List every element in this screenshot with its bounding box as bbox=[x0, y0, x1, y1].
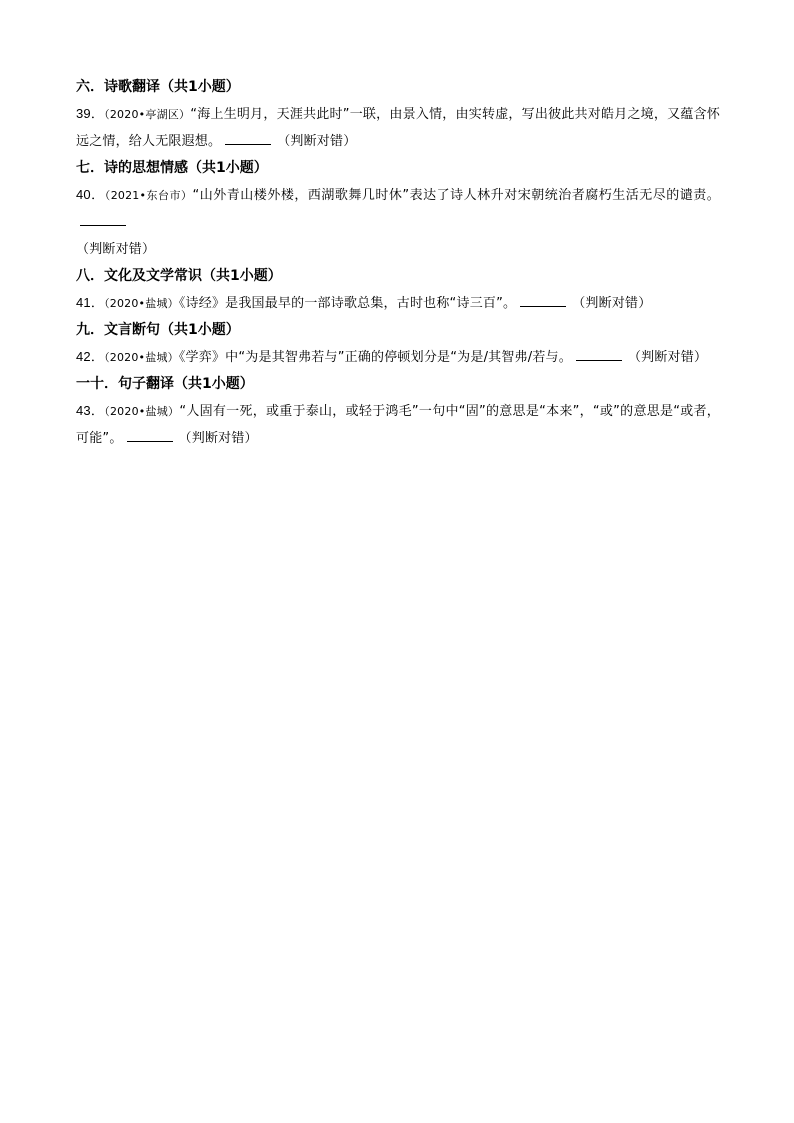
question-text: “山外青山楼外楼，西湖歌舞几时休”表达了诗人林升对宋朝统治者腐朽生活无尽的谴责。 bbox=[192, 188, 721, 203]
judge-hint: （判断对错） bbox=[277, 134, 357, 149]
document-page bbox=[76, 74, 720, 452]
section-poetry-translation bbox=[76, 74, 720, 155]
question-number: 40． bbox=[76, 187, 105, 202]
question-39 bbox=[76, 100, 720, 155]
answer-blank[interactable] bbox=[80, 211, 126, 226]
question-41 bbox=[76, 289, 720, 317]
judge-hint: （判断对错） bbox=[627, 350, 708, 365]
judge-hint: （判断对错） bbox=[572, 296, 652, 311]
section-title: 一十．句子翻译（共1小题） bbox=[76, 376, 254, 392]
question-42 bbox=[76, 343, 720, 371]
question-number: 42． bbox=[76, 349, 105, 364]
question-source: （2020•盐城） bbox=[104, 297, 179, 310]
question-number: 43． bbox=[76, 403, 105, 418]
question-40 bbox=[76, 181, 720, 263]
section-title: 九．文言断句（共1小题） bbox=[76, 322, 240, 338]
question-text: “海上生明月，天涯共此时”一联，由景入情，由实转虚，写出彼此共对皓月之境，又蕴含怀远之情，给人无限遐想。 bbox=[76, 107, 721, 149]
question-43 bbox=[76, 397, 720, 452]
section-poem-emotion bbox=[76, 155, 720, 263]
question-number: 41． bbox=[76, 295, 105, 310]
judge-hint: （判断对错） bbox=[178, 431, 258, 446]
question-source: （2020•亭湖区） bbox=[104, 108, 191, 121]
section-sentence-translation bbox=[76, 371, 720, 452]
question-text: 《学弈》中“为是其智弗若与”正确的停顿划分是“为是/其智弗/若与。 bbox=[178, 350, 572, 365]
question-text: “人固有一死，或重于泰山，或轻于鸿毛”一句中“固”的意思是“本来”，“或”的意思是“或者，可能”。 bbox=[76, 404, 720, 446]
section-title: 七．诗的思想情感（共1小题） bbox=[76, 160, 268, 176]
question-number: 39． bbox=[76, 106, 105, 121]
section-literary-knowledge bbox=[76, 263, 720, 317]
question-source: （2021•东台市） bbox=[104, 189, 193, 202]
judge-hint: （判断对错） bbox=[76, 242, 156, 257]
question-source: （2020•盐城） bbox=[104, 351, 179, 364]
section-classical-punctuation bbox=[76, 317, 720, 371]
answer-blank[interactable] bbox=[520, 292, 566, 307]
question-text: 《诗经》是我国最早的一部诗歌总集，古时也称“诗三百”。 bbox=[178, 296, 517, 311]
section-title: 六．诗歌翻译（共1小题） bbox=[76, 79, 240, 95]
answer-blank[interactable] bbox=[576, 346, 622, 361]
answer-blank[interactable] bbox=[225, 130, 271, 145]
section-title: 八．文化及文学常识（共1小题） bbox=[76, 268, 282, 284]
question-source: （2020•盐城） bbox=[104, 405, 180, 418]
answer-blank[interactable] bbox=[127, 427, 173, 442]
